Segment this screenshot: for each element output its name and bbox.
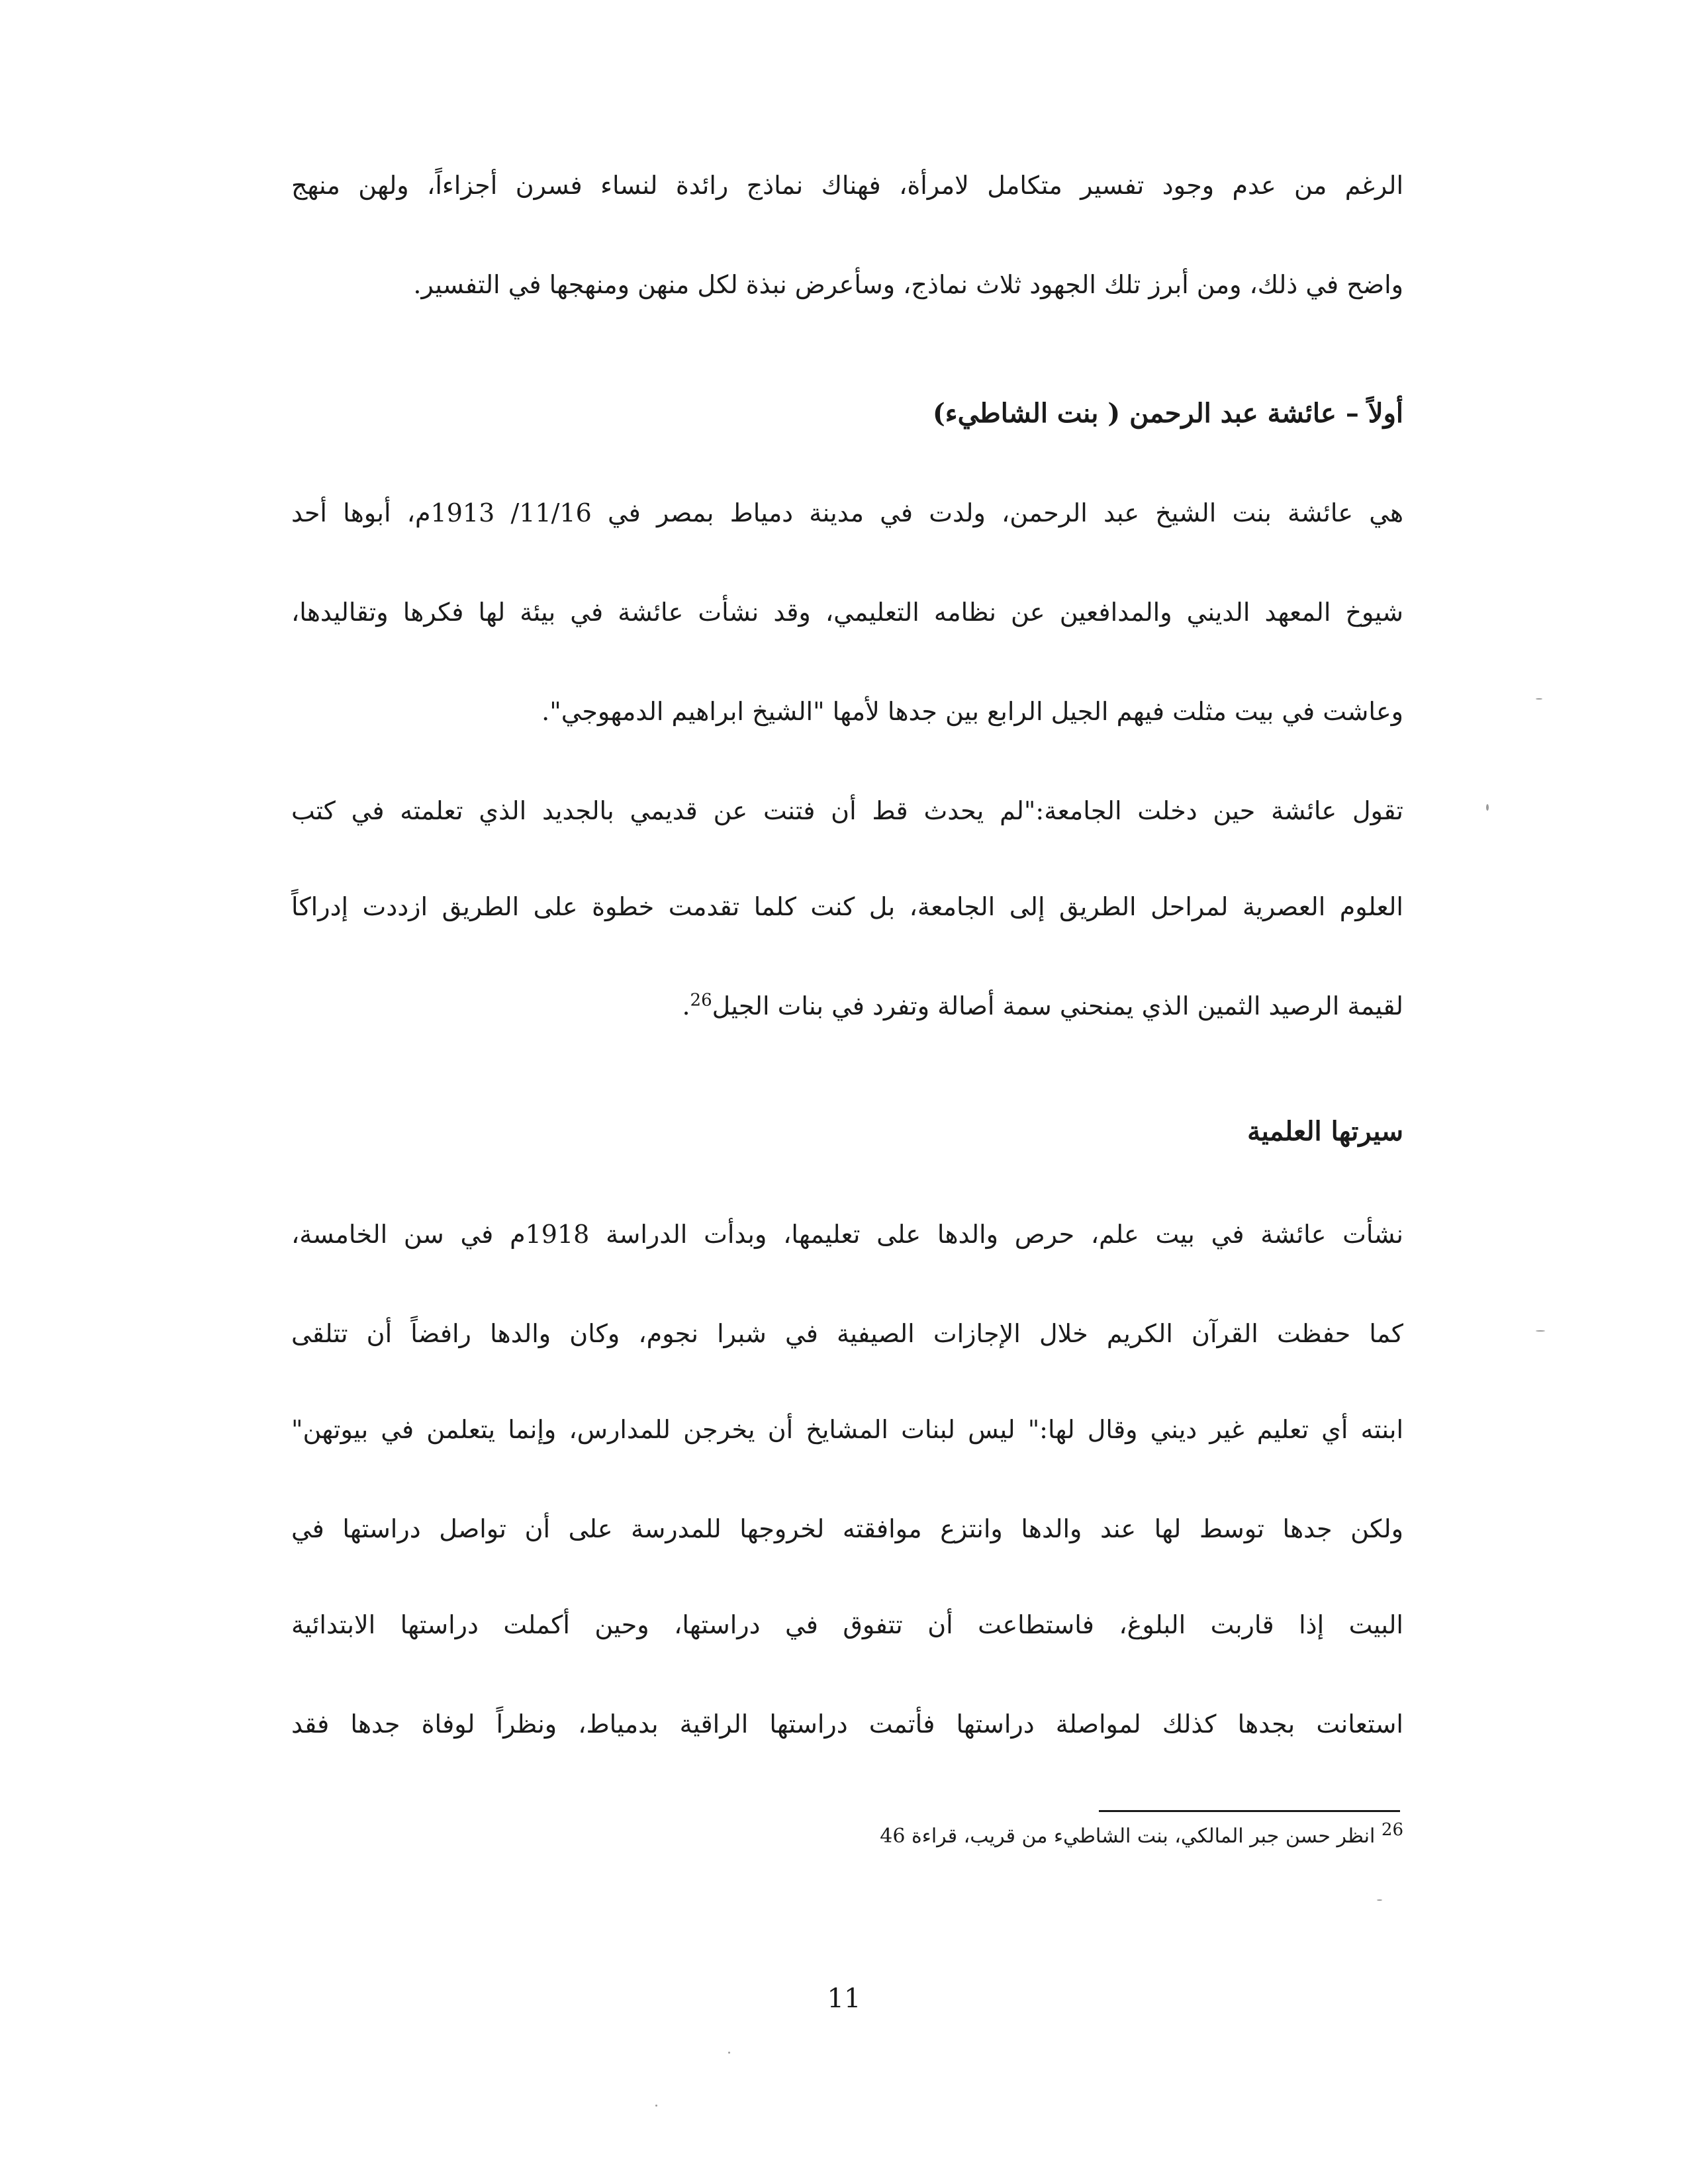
quote-line-3: [291, 986, 1403, 1026]
quote-line-3-end: .: [682, 991, 690, 1021]
bio-line-2: شيوخ المعهد الديني والمدافعين عن نظامه التعليمي، وقد نشأت عائشة في بيئة لها فكرها وتقاليدها،: [291, 598, 1403, 627]
intro-line-1: الرغم من عدم وجود تفسير متكامل لامرأة، فهناك نماذج رائدة لنساء فسرن أجزاءاً، ولهن منهج: [291, 171, 1403, 200]
section-heading-academic-biography: سيرتها العلمية: [1247, 1116, 1403, 1147]
footnote: [291, 1817, 1403, 1856]
academic-line-3: ابنته أي تعليم غير ديني وقال لها:" ليس لبنات المشايخ أن يخرجن للمدارس، وإنما يتعلمن في بيوتهن": [291, 1415, 1403, 1444]
footnote-separator: [1099, 1810, 1400, 1812]
quote-line-3-text: لقيمة الرصيد الثمين الذي يمنحني سمة أصالة وتفرد في بنات الجيل: [712, 991, 1403, 1021]
academic-line-2: كما حفظت القرآن الكريم خلال الإجازات الصيفية في شبرا نجوم، وكان والدها رافضاً أن تتلقى: [291, 1319, 1403, 1348]
quote-line-1: تقول عائشة حين دخلت الجامعة:"لم يحدث قط أن فتنت عن قديمي بالجديد الذي تعلمته في كتب: [291, 796, 1403, 825]
academic-line-4: ولكن جدها توسط لها عند والدها وانتزع موافقته لخروجها للمدرسة على أن تواصل دراستها في: [291, 1514, 1403, 1543]
bio-line-1: هي عائشة بنت الشيخ عبد الرحمن، ولدت في مدينة دمياط بمصر في 11/16/ 1913م، أبوها أحد: [291, 498, 1404, 527]
quote-line-2: العلوم العصرية لمراحل الطريق إلى الجامعة، بل كنت كلما تقدمت خطوة على الطريق ازددت إدراكاً: [291, 892, 1403, 921]
academic-line-1: نشأت عائشة في بيت علم، حرص والدها على تعليمها، وبدأت الدراسة 1918م في سن الخامسة،: [291, 1220, 1403, 1249]
footnote-text: انظر حسن جبر المالكي، بنت الشاطيء من قريب، قراءة 46: [880, 1825, 1376, 1848]
intro-line-2: واضح في ذلك، ومن أبرز تلك الجهود ثلاث نماذج، وسأعرض نبذة لكل منهن ومنهجها في التفسير.: [413, 270, 1403, 299]
bio-line-3: وعاشت في بيت مثلت فيهم الجيل الرابع بين جدها لأمها "الشيخ ابراهيم الدمهوجي".: [541, 697, 1403, 726]
footnote-number: 26: [1381, 1820, 1403, 1840]
section-heading-aisha: أولاً – عائشة عبد الرحمن ( بنت الشاطيء): [932, 398, 1403, 429]
scan-speck: [1536, 698, 1542, 700]
academic-line-6: استعانت بجدها كذلك لمواصلة دراستها فأتمت دراستها الراقية بدمياط، ونظراً لوفاة جدها فقد: [291, 1709, 1403, 1739]
academic-line-5: البيت إذا قاربت البلوغ، فاستطاعت أن تتفوق في دراستها، وحين أكملت دراستها الابتدائية: [291, 1610, 1403, 1639]
page-number: 11: [827, 1983, 861, 2014]
footnote-ref: 26: [690, 990, 712, 1011]
scan-speck: [1536, 1330, 1545, 1332]
scan-speck: [728, 2052, 730, 2054]
scan-speck: [1377, 1899, 1382, 1901]
scan-speck: [1486, 804, 1489, 811]
scan-speck: [655, 2105, 657, 2107]
